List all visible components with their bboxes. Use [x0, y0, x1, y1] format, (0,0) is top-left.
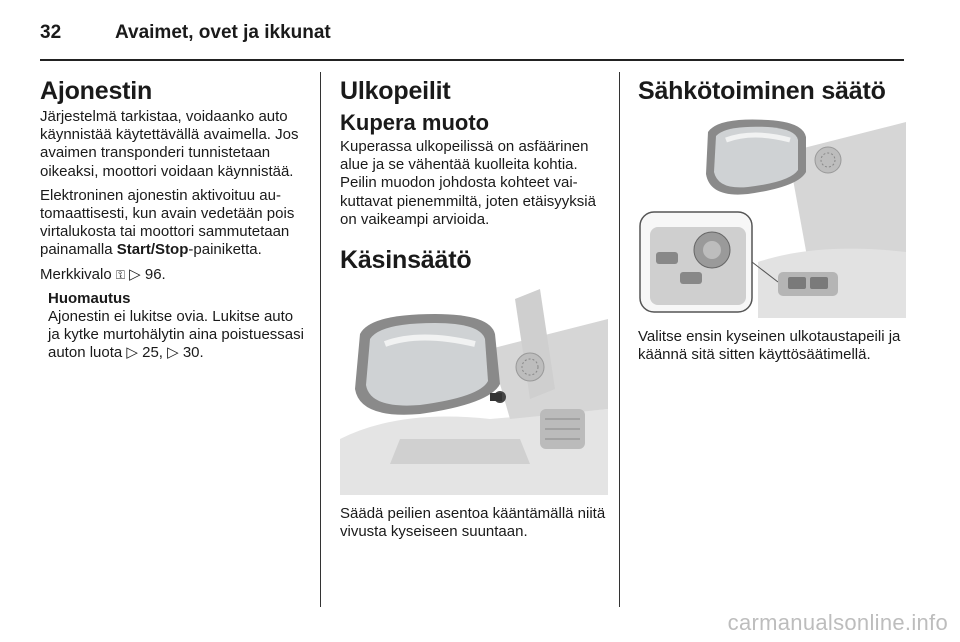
electric-mirror-illustration	[638, 112, 906, 318]
start-stop-label: Start/Stop	[116, 241, 189, 259]
note-box	[40, 290, 308, 363]
column-electric-adjustment	[638, 76, 906, 370]
convex-paragraph: Kuperassa ulkopeilissä on asfäärinen alue ja se vähentää kuolleita kohtia. Peilin muodon johdosta kohteet vaikuttavat pienemmiltä, joten etäisyyksiä on vaikeampi arvioida.	[340, 138, 596, 228]
immobiliser-paragraph-2-end: -painiketta.	[188, 241, 262, 259]
immobiliser-paragraph-1: Järjestelmä tarkistaa, voidaanko auto käynnistää käytettävällä avaimella. Jos avaimen transponderi tunnistetaan oikeaksi, moottori voidaan käynnistää.	[40, 108, 299, 180]
indicator-line	[40, 266, 308, 284]
electric-caption: Valitse ensin kyseinen ulkotaustapeili ja käännä sitä sitten käyttösäätimellä.	[638, 328, 901, 364]
note-title: Huomautus	[48, 289, 131, 307]
manual-caption: Säädä peilien asentoa kääntämällä niitä vivusta kyseiseen suuntaan.	[340, 505, 606, 541]
immobiliser-paragraph-2	[40, 187, 308, 260]
page-header	[40, 18, 920, 58]
note-text: Ajonestin ei lukitse ovia. Lukitse auto ja kytke murtohälytin aina poistuessasi auton luota ▷ 25, ▷ 30.	[48, 308, 304, 362]
watermark: carmanualsonline.info	[727, 610, 948, 635]
key-indicator-icon: ⚿	[115, 267, 125, 282]
header-rule	[40, 59, 904, 61]
indicator-page-ref: ▷ 96.	[129, 265, 166, 283]
page-number: 32	[40, 22, 62, 43]
immobiliser-paragraph-2-text: Elektroninen ajonestin aktivoituu automaattisesti, kun avain vedetään pois virtalukosta tai moottori sammutetaan painamalla	[40, 186, 295, 259]
column-divider-2	[619, 72, 620, 607]
subsection-title-convex: Kupera muoto	[340, 110, 490, 135]
manual-mirror-illustration	[340, 289, 608, 495]
section-title-manual: Käsinsäätö	[340, 246, 472, 275]
chapter-title: Avaimet, ovet ja ikkunat	[115, 22, 331, 43]
section-title-mirrors: Ulkopeilit	[340, 77, 451, 105]
section-title-immobiliser: Ajonestin	[40, 77, 153, 105]
column-immobiliser	[40, 76, 308, 363]
section-title-electric: Sähkötoiminen säätö	[638, 77, 886, 105]
indicator-label: Merkkivalo	[40, 265, 116, 283]
column-exterior-mirrors	[340, 76, 608, 547]
column-divider-1	[320, 72, 321, 607]
